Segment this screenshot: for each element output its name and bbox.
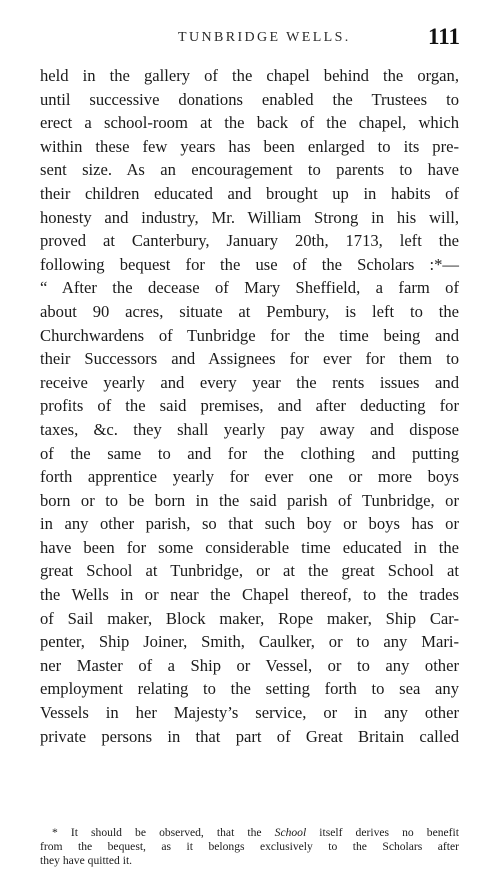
body-line: private persons in that part of Great Britain called — [40, 726, 459, 746]
footnote-line — [40, 826, 459, 840]
body-line: ner Master of a Ship or Vessel, or to any other — [40, 655, 459, 675]
body-line: Vessels in her Majesty’s service, or in any other — [40, 703, 459, 723]
body-line: held in the gallery of the chapel behind the organ, — [40, 66, 459, 85]
footnote-line: from the bequest, as it belongs exclusively to the Scholars after — [40, 840, 459, 853]
body-line: penter, Ship Joiner, Smith, Caulker, or to any Mari- — [40, 632, 459, 652]
running-title: TUNBRIDGE WELLS. — [178, 30, 351, 45]
footnote-text: * It should be observed, that the — [52, 826, 275, 839]
body-line: in any other parish, so that such boy or boys has or — [40, 514, 459, 534]
body-line: within these few years has been enlarged to its pre- — [40, 136, 459, 156]
body-line: about 90 acres, situate at Pembury, is left to the — [40, 301, 459, 321]
body-line: of the same to and for the clothing and putting — [40, 443, 459, 463]
body-line: Churchwardens of Tunbridge for the time being and — [40, 325, 459, 345]
body-line: of Sail maker, Block maker, Rope maker, Ship Car- — [40, 608, 459, 628]
body-line: sent size. As an encouragement to parents to have — [40, 160, 459, 180]
body-line: until successive donations enabled the Trustees to — [40, 89, 459, 109]
footnote — [40, 826, 459, 868]
footnote-italic-word: School — [274, 826, 307, 839]
running-head — [40, 26, 460, 56]
body-line: the Wells in or near the Chapel thereof, to the trades — [40, 585, 459, 605]
body-text — [40, 64, 459, 748]
footnote-text: itself derives no benefit — [306, 826, 459, 839]
body-line: following bequest for the use of the Scholars :*— — [40, 254, 459, 274]
body-line: “ After the decease of Mary Sheffield, a farm of — [40, 278, 459, 298]
body-line: receive yearly and every year the rents issues and — [40, 372, 459, 392]
body-line: erect a school-room at the back of the chapel, which — [40, 113, 459, 133]
body-line: taxes, &c. they shall yearly pay away and dispose — [40, 419, 459, 439]
footnote-line: they have quitted it. — [40, 854, 133, 867]
body-line: honesty and industry, Mr. William Strong in his will, — [40, 207, 459, 227]
body-line: their children educated and brought up in habits of — [40, 183, 459, 203]
page-number: 111 — [428, 24, 460, 49]
body-line: employment relating to the setting forth to sea any — [40, 679, 459, 699]
body-line: their Successors and Assignees for ever for them to — [40, 349, 459, 369]
body-line: forth apprentice yearly for ever one or more boys — [40, 467, 459, 487]
body-line: proved at Canterbury, January 20th, 1713, left the — [40, 231, 459, 251]
body-line: profits of the said premises, and after deducting for — [40, 396, 459, 416]
body-line: great School at Tunbridge, or at the great School at — [40, 561, 459, 581]
body-line: born or to be born in the said parish of Tunbridge, or — [40, 490, 459, 510]
body-line: have been for some considerable time educated in the — [40, 537, 459, 557]
